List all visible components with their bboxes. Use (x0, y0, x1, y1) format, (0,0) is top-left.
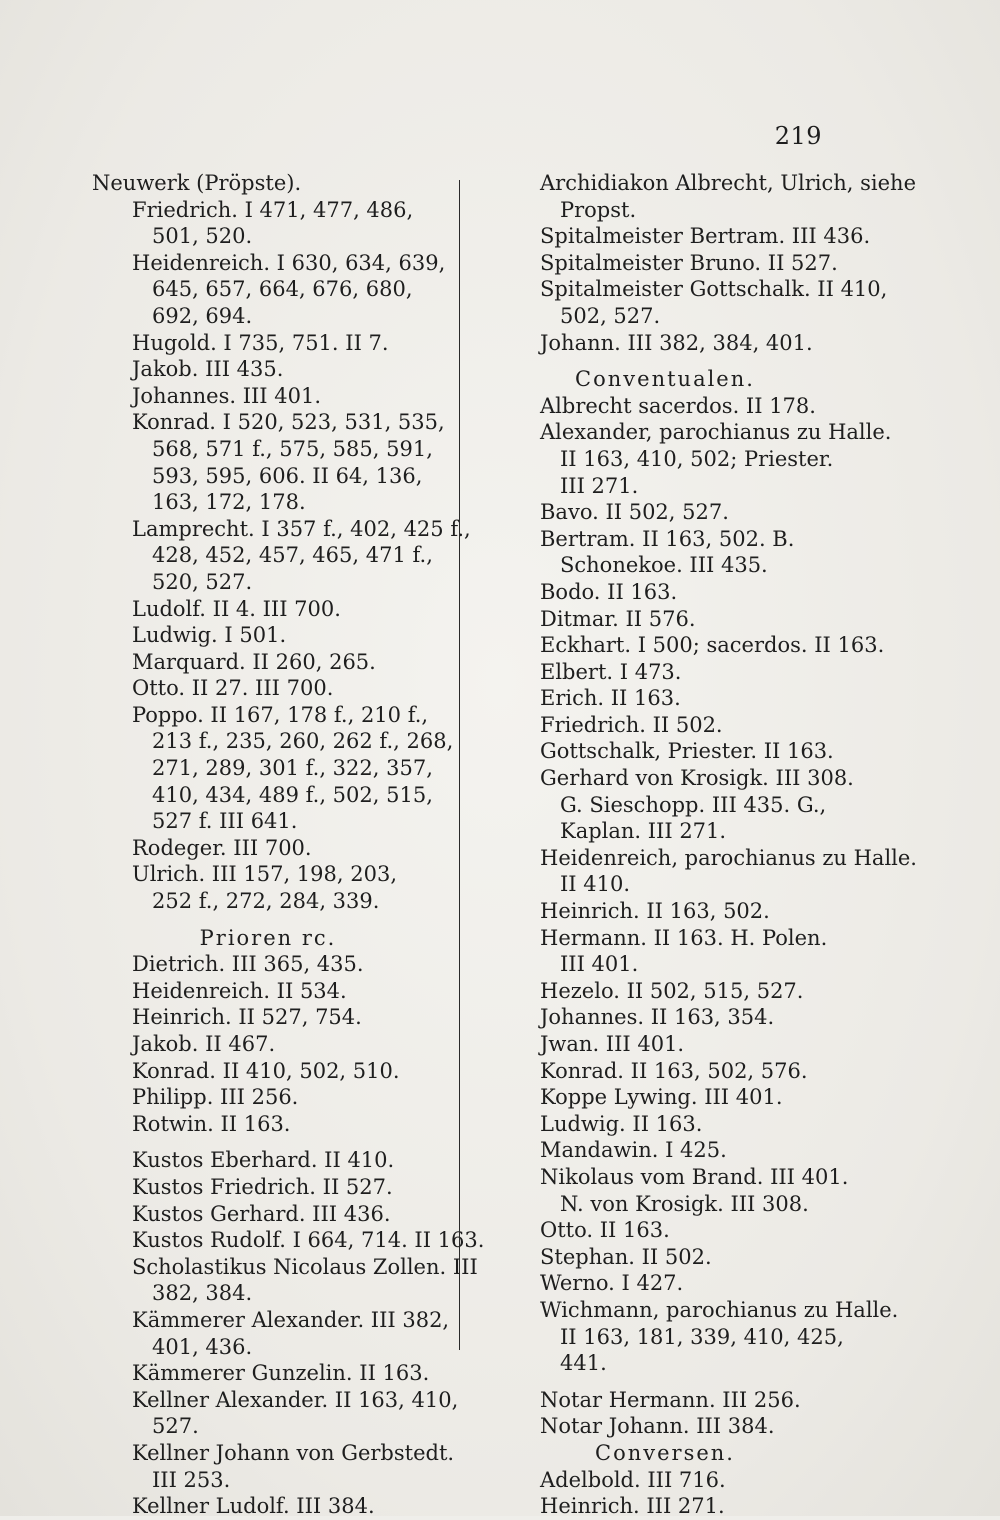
index-entry-line: Mandawin. I 425. (540, 1138, 727, 1163)
index-entry-line: 692, 694. (152, 303, 253, 328)
index-entry-line: Konrad. I 520, 523, 531, 535, (132, 410, 445, 435)
section-heading: Conventualen. (575, 367, 755, 392)
index-entry-line: Konrad. II 410, 502, 510. (132, 1058, 400, 1083)
index-entry-line: Otto. II 163. (540, 1218, 670, 1243)
index-entry-line: Spitalmeister Bertram. III 436. (540, 224, 871, 249)
index-entry-line: Kustos Eberhard. II 410. (132, 1148, 395, 1173)
index-entry-line: N. von Krosigk. III 308. (560, 1191, 809, 1216)
index-entry-line: Rotwin. II 163. (132, 1111, 291, 1136)
index-entry-line: Marquard. II 260, 265. (132, 649, 376, 674)
index-entry-line: Lamprecht. I 357 f., 402, 425 f., (132, 516, 471, 541)
index-entry-line: 213 f., 235, 260, 262 f., 268, (152, 729, 454, 754)
index-entry-line: Spitalmeister Bruno. II 527. (540, 250, 838, 275)
index-entry-line: Propst. (560, 197, 637, 222)
left-column (92, 170, 485, 1520)
index-entry-line: 645, 657, 664, 676, 680, (152, 277, 413, 302)
index-entry-line: Albrecht sacerdos. II 178. (540, 393, 816, 418)
index-entry-line: Notar Johann. III 384. (540, 1414, 775, 1439)
index-entry-line: Friedrich. II 502. (540, 712, 723, 737)
index-entry-line: Kellner Alexander. II 163, 410, (132, 1387, 459, 1412)
index-entry-line: Eckhart. I 500; sacerdos. II 163. (540, 633, 885, 658)
index-entry-line: Heinrich. III 271. (540, 1494, 725, 1519)
index-entry-line: 568, 571 f., 575, 585, 591, (152, 436, 433, 461)
section-heading: Conversen. (595, 1440, 735, 1465)
index-entry-line: II 163, 410, 502; Priester. (560, 446, 834, 471)
index-entry-line: Hugold. I 735, 751. II 7. (132, 330, 389, 355)
index-entry-line: 401, 436. (152, 1334, 253, 1359)
index-entry-line: Johannes. III 401. (132, 383, 322, 408)
index-entry-line: Kustos Gerhard. III 436. (132, 1201, 391, 1226)
index-entry-line: Philipp. III 256. (132, 1085, 299, 1110)
index-entry-line: II 163, 181, 339, 410, 425, (560, 1324, 844, 1349)
index-entry-line: 501, 520. (152, 224, 253, 249)
index-entry-line: Ludwig. II 163. (540, 1111, 703, 1136)
column-divider (459, 180, 460, 1350)
index-entry-line: Rodeger. III 700. (132, 835, 312, 860)
index-entry-line: Werno. I 427. (540, 1271, 684, 1296)
index-entry-line: Gottschalk, Priester. II 163. (540, 739, 834, 764)
index-entry-line: Jwan. III 401. (540, 1032, 685, 1056)
page-number: 219 (774, 122, 822, 150)
index-entry-line: III 253. (152, 1467, 231, 1492)
index-entry-line: Bertram. II 163, 502. B. (540, 526, 795, 551)
index-entry-line: Hermann. II 163. H. Polen. (540, 925, 828, 950)
index-entry-line: 428, 452, 457, 465, 471 f., (152, 543, 433, 568)
index-entry-line: 527. (152, 1414, 199, 1439)
index-entry-line: Ulrich. III 157, 198, 203, (132, 862, 397, 887)
index-entry-line: Heidenreich. I 630, 634, 639, (132, 250, 446, 275)
index-entry-line: Wichmann, parochianus zu Halle. (540, 1297, 899, 1322)
index-entry-line: Ludwig. I 501. (132, 623, 287, 648)
index-entry-line: Konrad. II 163, 502, 576. (540, 1058, 808, 1083)
index-entry-line: Kämmerer Gunzelin. II 163. (132, 1361, 430, 1386)
index-entry-line: Schonekoe. III 435. (560, 553, 768, 578)
index-entry-line: Kustos Rudolf. I 664, 714. II 163. (132, 1228, 485, 1253)
index-entry-line: Heidenreich, parochianus zu Halle. (540, 845, 917, 870)
index-entry-line: 382, 384. (152, 1281, 253, 1306)
index-entry-line: Koppe Lywing. III 401. (540, 1085, 783, 1110)
index-entry-line: Kaplan. III 271. (560, 819, 727, 844)
index-entry-line: Heinrich. II 163, 502. (540, 899, 770, 924)
index-entry-line: Bavo. II 502, 527. (540, 500, 729, 525)
index-entry-line: Ditmar. II 576. (540, 606, 696, 631)
index-entry-line: Alexander, parochianus zu Halle. (540, 420, 892, 445)
index-entry-line: Johann. III 382, 384, 401. (540, 330, 813, 355)
index-entry-line: Heidenreich. II 534. (132, 978, 347, 1003)
index-entry-line: Neuwerk (Pröpste). (92, 171, 302, 195)
index-entry-line: Spitalmeister Gottschalk. II 410, (540, 277, 888, 302)
index-entry-line: Scholastikus Nicolaus Zollen. III (132, 1254, 478, 1279)
index-entry-line: Hezelo. II 502, 515, 527. (540, 978, 804, 1003)
section-heading: Prioren rc. (199, 925, 337, 950)
index-entry-line: Heinrich. II 527, 754. (132, 1005, 362, 1030)
index-entry-line: Kellner Johann von Gerbstedt. (132, 1440, 455, 1465)
index-entry-line: 271, 289, 301 f., 322, 357, (152, 756, 433, 781)
index-entry-line: Notar Hermann. III 256. (540, 1387, 801, 1412)
index-entry-line: Kämmerer Alexander. III 382, (132, 1307, 450, 1332)
index-entry-line: 410, 434, 489 f., 502, 515, (152, 782, 433, 807)
index-entry-line: 520, 527. (152, 569, 253, 594)
index-entry-line: Jakob. III 435. (132, 357, 284, 382)
index-entry-line: Kustos Friedrich. II 527. (132, 1174, 393, 1199)
index-entry-line: Gerhard von Krosigk. III 308. (540, 766, 854, 791)
index-entry-line: Jakob. II 467. (132, 1032, 276, 1056)
index-entry-line: 502, 527. (560, 303, 661, 328)
index-entry-line: 593, 595, 606. II 64, 136, (152, 463, 423, 488)
index-entry-line: Ludolf. II 4. III 700. (132, 596, 341, 621)
index-entry-line: Kellner Ludolf. III 384. (132, 1494, 375, 1519)
index-entry-line: 441. (560, 1351, 607, 1376)
index-entry-line: Bodo. II 163. (540, 579, 678, 604)
index-entry-line: Erich. II 163. (540, 686, 681, 711)
index-entry-line: Johannes. II 163, 354. (540, 1005, 775, 1030)
index-entry-line: Friedrich. I 471, 477, 486, (132, 197, 414, 222)
right-column (500, 170, 917, 1520)
index-entry-line: Poppo. II 167, 178 f., 210 f., (132, 702, 429, 727)
index-entry-line: G. Sieschopp. III 435. G., (560, 792, 827, 817)
index-entry-line: Archidiakon Albrecht, Ulrich, siehe (540, 171, 917, 195)
index-entry-line: Dietrich. III 365, 435. (132, 952, 364, 977)
index-entry-line: 252 f., 272, 284, 339. (152, 889, 380, 914)
index-entry-line: Elbert. I 473. (540, 659, 682, 684)
index-entry-line: 163, 172, 178. (152, 490, 306, 515)
index-entry-line: Adelbold. III 716. (540, 1467, 726, 1492)
index-entry-line: Nikolaus vom Brand. III 401. (540, 1164, 849, 1189)
index-entry-line: 527 f. III 641. (152, 809, 298, 834)
index-entry-line: III 401. (560, 952, 639, 977)
index-entry-line: Stephan. II 502. (540, 1244, 712, 1269)
index-entry-line: II 410. (560, 872, 631, 897)
index-entry-line: III 271. (560, 473, 639, 498)
index-entry-line: Otto. II 27. III 700. (132, 676, 334, 701)
